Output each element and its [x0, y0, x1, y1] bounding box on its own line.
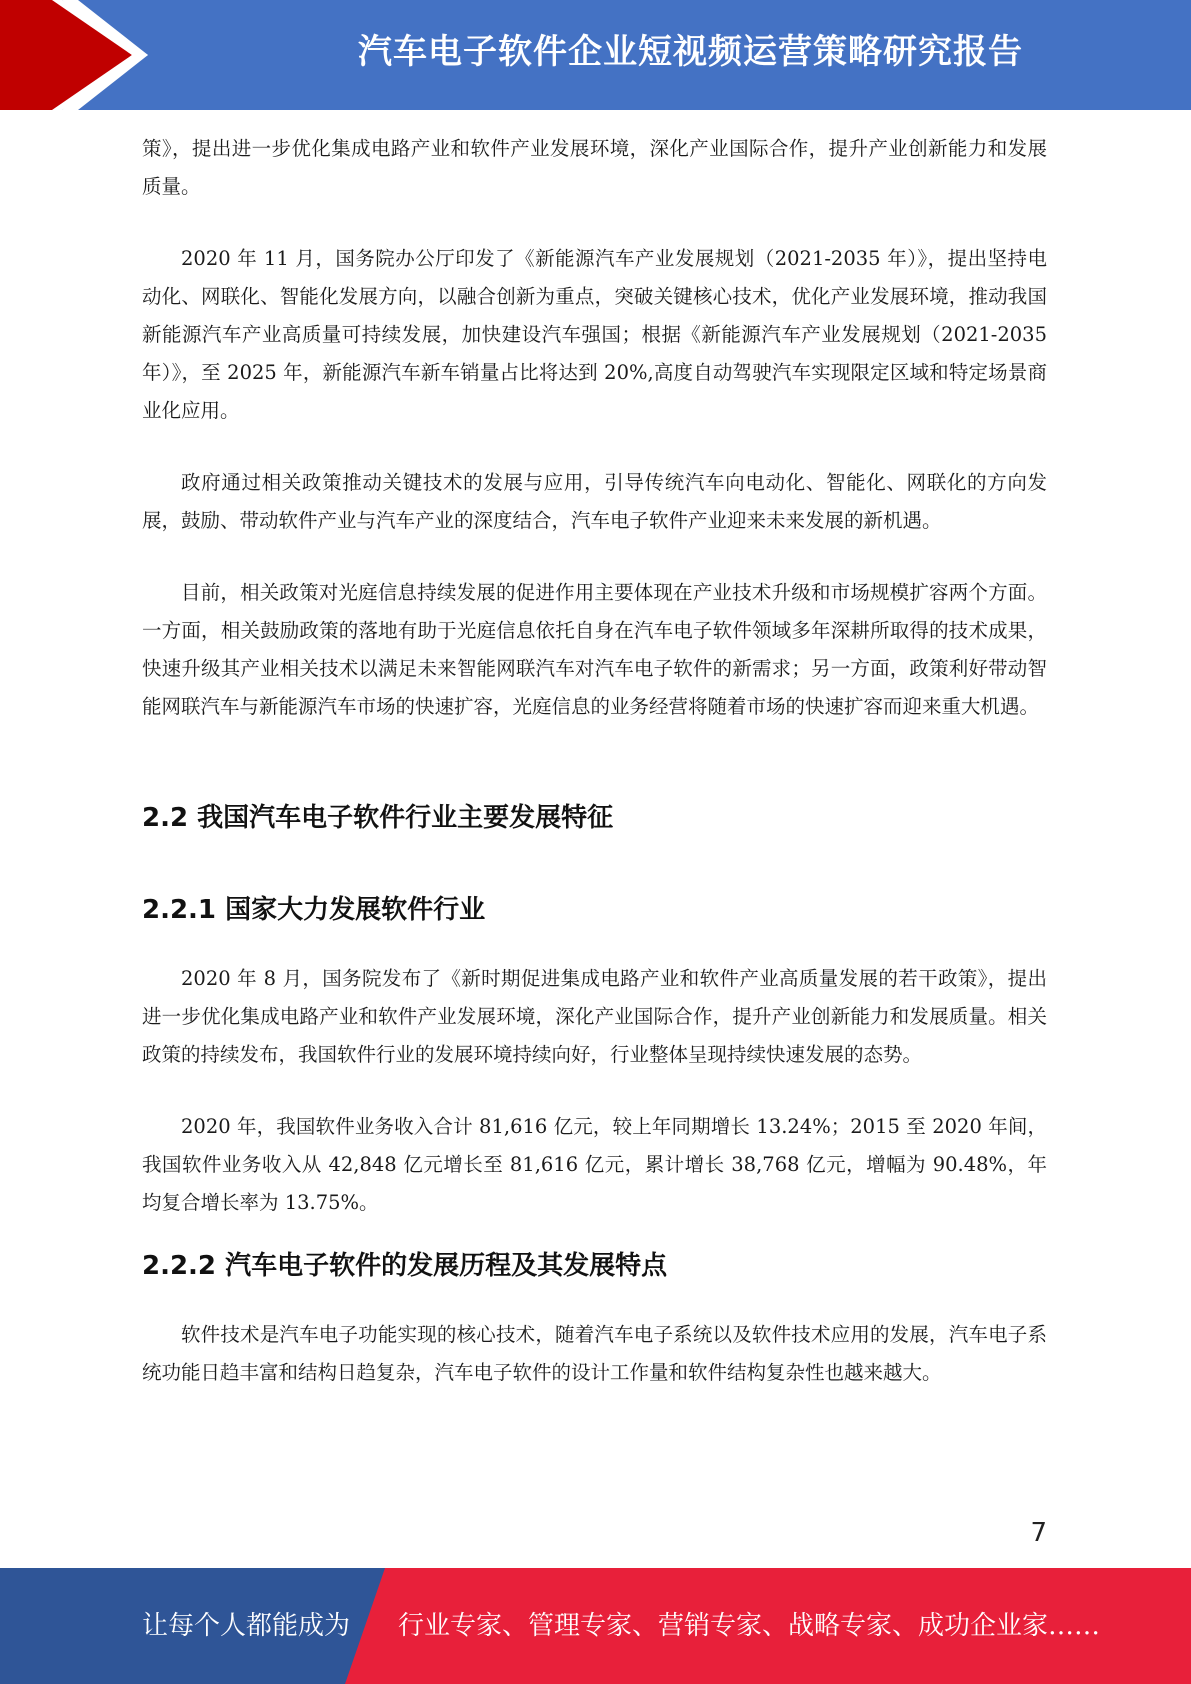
report-title: 汽车电子软件企业短视频运营策略研究报告 — [358, 32, 1023, 72]
paragraph: 2020 年，我国软件业务收入合计 81,616 亿元，较上年同期增长 13.24%；2015 至 2020 年间，我国软件业务收入从 42,848 亿元增长至 81,616 亿元，累计增长 38,768 亿元，增幅为 90.48%，年均复合增长率为 13.75%。 — [142, 1115, 1047, 1214]
paragraph: 策》，提出进一步优化集成电路产业和软件产业发展环境，深化产业国际合作，提升产业创新能力和发展质量。 — [142, 137, 1047, 198]
main-content — [142, 130, 1047, 1392]
section-heading-2-2-2: 2.2.2 汽车电子软件的发展历程及其发展特点 — [142, 1251, 668, 1281]
paragraph: 政府通过相关政策推动关键技术的发展与应用，引导传统汽车向电动化、智能化、网联化的方向发展，鼓励、带动软件产业与汽车产业的深度结合，汽车电子软件产业迎来未来发展的新机遇。 — [142, 471, 1047, 532]
page-footer — [0, 1568, 1191, 1684]
paragraph: 2020 年 8 月，国务院发布了《新时期促进集成电路产业和软件产业高质量发展的若干政策》，提出进一步优化集成电路产业和软件产业发展环境，深化产业国际合作，提升产业创新能力和发展质量。相关政策的持续发布，我国软件行业的发展环境持续向好，行业整体呈现持续快速发展的态势。 — [142, 967, 1047, 1066]
page-number: 7 — [1030, 1518, 1047, 1548]
paragraph: 软件技术是汽车电子功能实现的核心技术，随着汽车电子系统以及软件技术应用的发展，汽车电子系统功能日趋丰富和结构日趋复杂，汽车电子软件的设计工作量和软件结构复杂性也越来越大。 — [142, 1323, 1047, 1384]
section-heading-2-2-1: 2.2.1 国家大力发展软件行业 — [142, 895, 486, 925]
footer-slogan-right: 行业专家、管理专家、营销专家、战略专家、成功企业家…… — [398, 1611, 1101, 1641]
footer-slogan-left: 让每个人都能成为 — [142, 1611, 351, 1641]
paragraph: 目前，相关政策对光庭信息持续发展的促进作用主要体现在产业技术升级和市场规模扩容两个方面。一方面，相关鼓励政策的落地有助于光庭信息依托自身在汽车电子软件领域多年深耕所取得的技术成果，快速升级其产业相关技术以满足未来智能网联汽车对汽车电子软件的新需求；另一方面，政策利好带动智能网联汽车与新能源汽车市场的快速扩容，光庭信息的业务经营将随着市场的快速扩容而迎来重大机遇。 — [142, 581, 1047, 718]
page-header — [0, 0, 1191, 110]
section-heading-2-2: 2.2 我国汽车电子软件行业主要发展特征 — [142, 803, 614, 833]
paragraph: 2020 年 11 月，国务院办公厅印发了《新能源汽车产业发展规划（2021-2035 年）》，提出坚持电动化、网联化、智能化发展方向，以融合创新为重点，突破关键核心技术，优化产业发展环境，推动我国新能源汽车产业高质量可持续发展，加快建设汽车强国；根据《新能源汽车产业发展规划（2021-2035 年）》，至 2025 年，新能源汽车新车销量占比将达到 20%,高度自动驾驶汽车实现限定区域和特定场景商业化应用。 — [142, 247, 1047, 422]
